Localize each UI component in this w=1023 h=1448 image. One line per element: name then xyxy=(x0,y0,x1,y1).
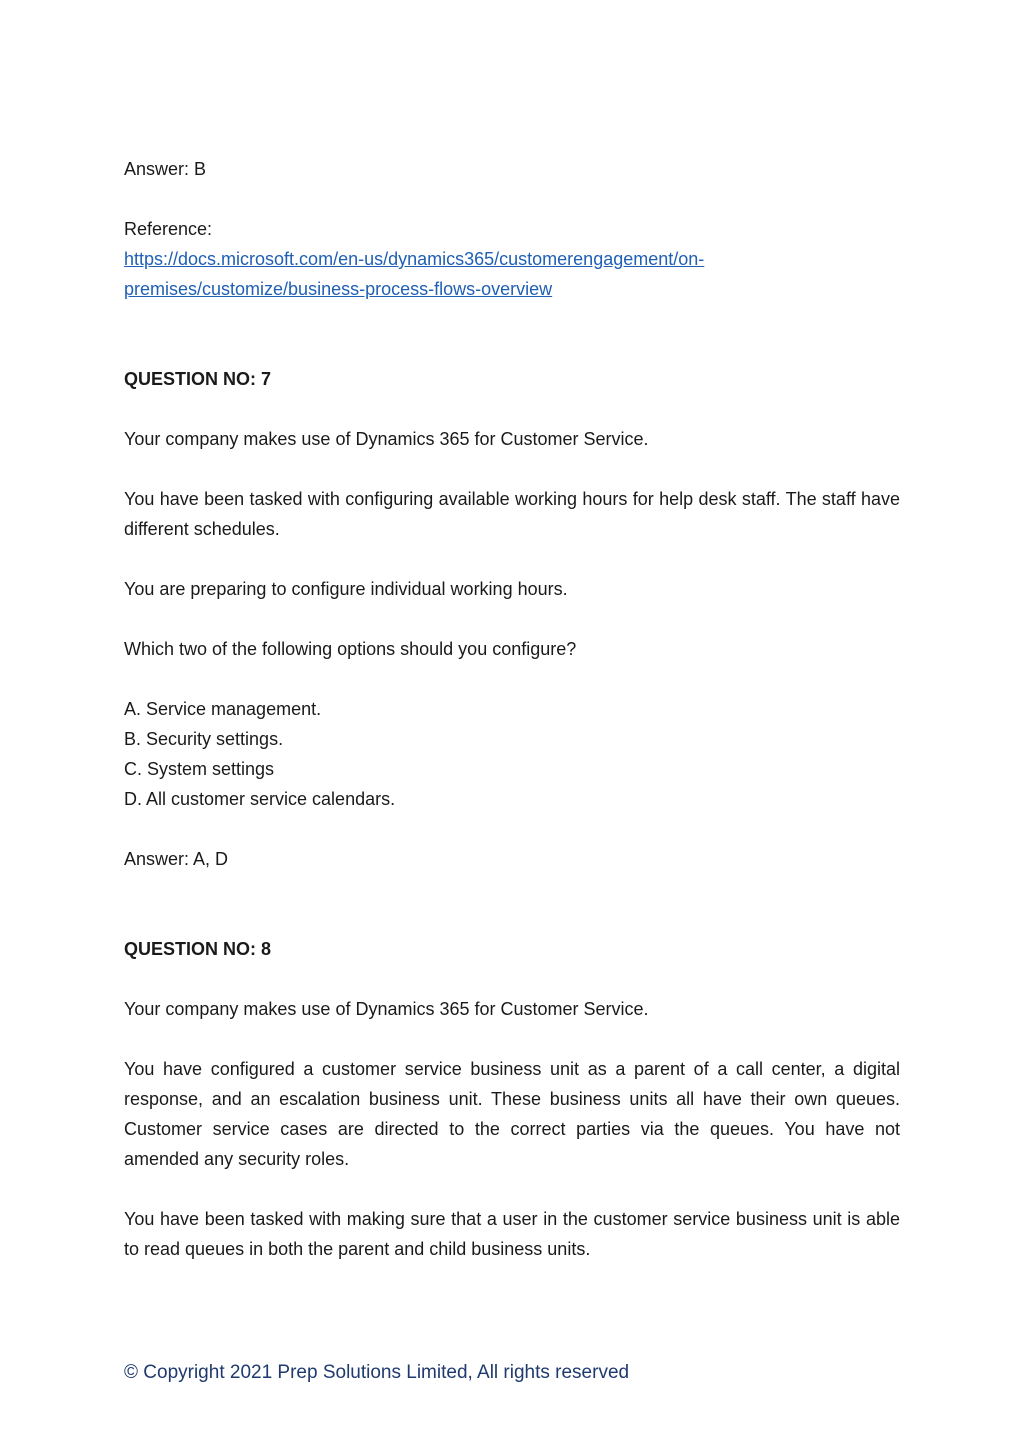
reference-link-line2[interactable]: premises/customize/business-process-flows-overview xyxy=(124,279,553,299)
previous-answer: Answer: B xyxy=(124,159,207,179)
question-7-options xyxy=(124,694,900,814)
option-d: D. All customer service calendars. xyxy=(124,789,396,809)
reference-label: Reference: xyxy=(124,219,213,239)
option-c: C. System settings xyxy=(124,759,275,779)
question-8-paragraph-2: You have configured a customer service business unit as a parent of a call center, a digital response, and an escalation business unit. These business units all have their own queues. Customer service cases are directed to the correct parties via the queues. You have not amended any security roles. xyxy=(124,1059,900,1169)
reference-link-line1[interactable]: https://docs.microsoft.com/en-us/dynamics365/customerengagement/on- xyxy=(124,249,705,269)
question-7-paragraph-2: You have been tasked with configuring available working hours for help desk staff. The staff have different schedules. xyxy=(124,489,900,539)
question-8-heading: QUESTION NO: 8 xyxy=(124,939,272,959)
reference-link-block xyxy=(124,244,900,304)
question-7-paragraph-3: You are preparing to configure individual working hours. xyxy=(124,579,568,599)
option-a: A. Service management. xyxy=(124,699,322,719)
question-7-heading: QUESTION NO: 7 xyxy=(124,369,272,389)
page-content xyxy=(124,154,900,1294)
copyright-footer: © Copyright 2021 Prep Solutions Limited, All rights reserved xyxy=(124,1362,630,1383)
option-b: B. Security settings. xyxy=(124,729,284,749)
question-7-answer: Answer: A, D xyxy=(124,849,229,869)
question-8-paragraph-3: You have been tasked with making sure that a user in the customer service business unit is able to read queues in both the parent and child business units. xyxy=(124,1209,900,1259)
question-7-prompt: Which two of the following options should you configure? xyxy=(124,639,577,659)
question-7-paragraph-1: Your company makes use of Dynamics 365 for Customer Service. xyxy=(124,429,649,449)
question-8-paragraph-1: Your company makes use of Dynamics 365 for Customer Service. xyxy=(124,999,649,1019)
